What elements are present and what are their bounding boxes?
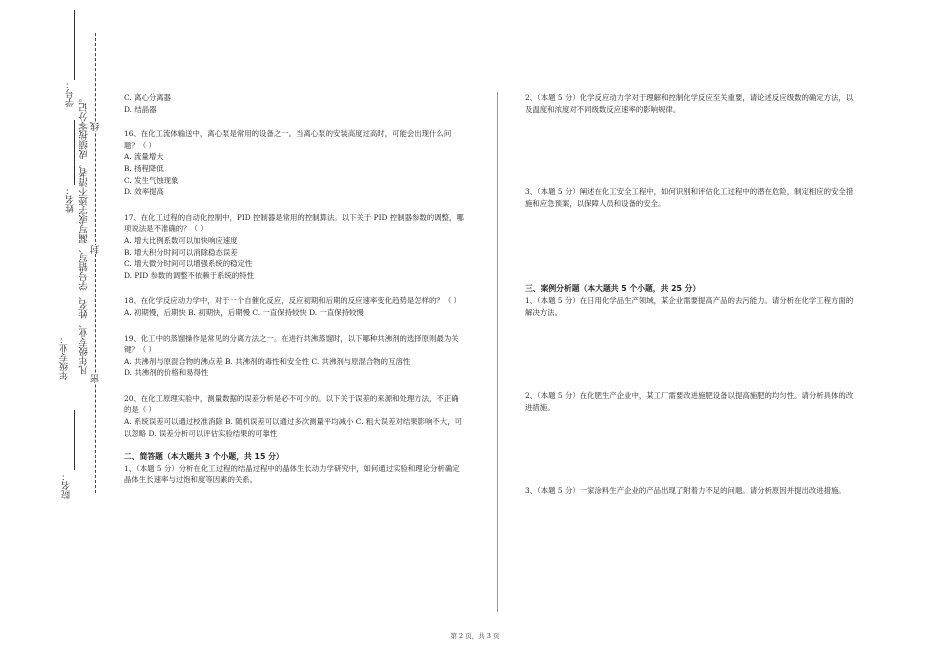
q19-text: 19、化工中的蒸馏操作是常见的分离方法之一。在进行共沸蒸馏时，以下哪种共沸剂的选择原则最为关键？（ ） [124,333,459,355]
school-label: 院名： [62,472,72,499]
column-separator [497,92,498,612]
q17-option-b: B. 增大积分时间可以消除稳态误差 [124,247,238,257]
name-field-line [74,120,75,185]
q20-text: 20、在化工原理实验中，测量数据的误差分析是必不可少的。以下关于误差的来源和处理方法，不正确的是（ ） [124,393,459,415]
seal-char-line: 线 [91,122,101,131]
section2-title: 二、简答题（本大题共 3 个小题，共 15 分） [124,452,284,462]
major-label: 年级专业： [60,335,70,380]
q19-options-abc: A. 共沸剂与原混合物的沸点差 B. 共沸剂的毒性和安全性 C. 共沸剂与原混合物的互溶性 [124,356,411,366]
name-label: 姓名： [66,186,76,213]
section2-q1: 1、（本题 5 分）分析在化工过程的结晶过程中的晶体生长动力学研究中，如何通过实验和理论分析确定晶体生长速率与过饱和度等因素的关系。 [124,463,460,485]
school-field-line [74,410,75,470]
binding-notice: 凡年级专业、姓名、学号错写、漏写或字迹不清者，成绩按零分记。 [79,93,90,375]
q16-option-c: C. 发生气蚀现象 [124,175,179,185]
q18-text: 18、在化学反应动力学中，对于一个自催化反应，反应初期和后期的反应速率变化趋势是怎样的？（ ） [124,296,461,306]
q16-option-a: A. 流量增大 [124,152,164,162]
seal-char-dense: 密 [91,374,101,383]
seal-char-seal: 封 [91,245,101,254]
q17-option-a: A. 增大比例系数可以加快响应速度 [124,235,238,245]
q17-option-c: C. 增大微分时间可以增强系统的稳定性 [124,259,253,269]
section2-q2: 2、（本题 5 分）化学反应动力学对于理解和控制化学反应至关重要，请论述反应级数的确定方法，以及温度和浓度对不同级数反应速率的影响规律。 [525,93,854,114]
section3-q2: 2、（本题 5 分）在化肥生产企业中，某工厂需要改进施肥设备以提高施肥的均匀性。请分析具体的改进措施。 [525,391,854,412]
q17-text: 17、在化工过程的自动化控制中，PID 控制器是常用的控制算法。以下关于 PID 控制器参数的调整，哪项说法是不准确的？（ ） [124,212,464,234]
section3-title: 三、案例分析题（本大题共 5 个小题，共 25 分） [525,284,701,294]
left-column [124,92,464,486]
q16-option-d: D. 效率提高 [124,187,164,197]
section3-q1: 1、（本题 5 分）在日用化学品生产领域，某企业需要提高产品的去污能力。请分析在化学工程方面的解决方法。 [525,295,854,317]
q17-option-d: D. PID 参数的调整不依赖于系统的特性 [124,270,254,280]
student-id-field-line [74,10,75,80]
page-footer: 第 2 页，共 3 页 [450,632,500,640]
q18-options: A. 初期慢，后期快 B. 初期快，后期慢 C. 一直保持较快 D. 一直保持较慢 [124,307,364,317]
student-id-label: 学号： [66,80,76,107]
right-column [525,92,860,497]
q15-option-c: C. 离心分离器 [124,93,172,102]
q16-text: 16、在化工流体输送中，离心泵是常用的设备之一。当离心泵的安装高度过高时，可能会出现什么问题？（ ） [124,129,452,150]
q20-options: A. 系统误差可以通过校准消除 B. 随机误差可以通过多次测量平均减小 C. 粗大误差对结果影响不大，可以忽略 D. 误差分析可以评估实验结果的可靠性 [124,417,462,438]
q16-option-b: B. 扬程降低 [124,163,164,173]
q15-option-d: D. 结晶器 [124,104,157,114]
q19-option-d: D. 共沸剂的价格和易得性 [124,368,209,378]
section3-q3: 3、（本题 5 分）一家涂料生产企业的产品出现了附着力不足的问题。请分析原因并提出改进措施。 [525,486,846,496]
section2-q3: 3、（本题 5 分）阐述在化工安全工程中，如何识别和评估化工过程中的潜在危险，制定相应的安全措施和应急预案，以保障人员和设备的安全。 [525,187,854,208]
binding-dashed-line [95,33,96,493]
